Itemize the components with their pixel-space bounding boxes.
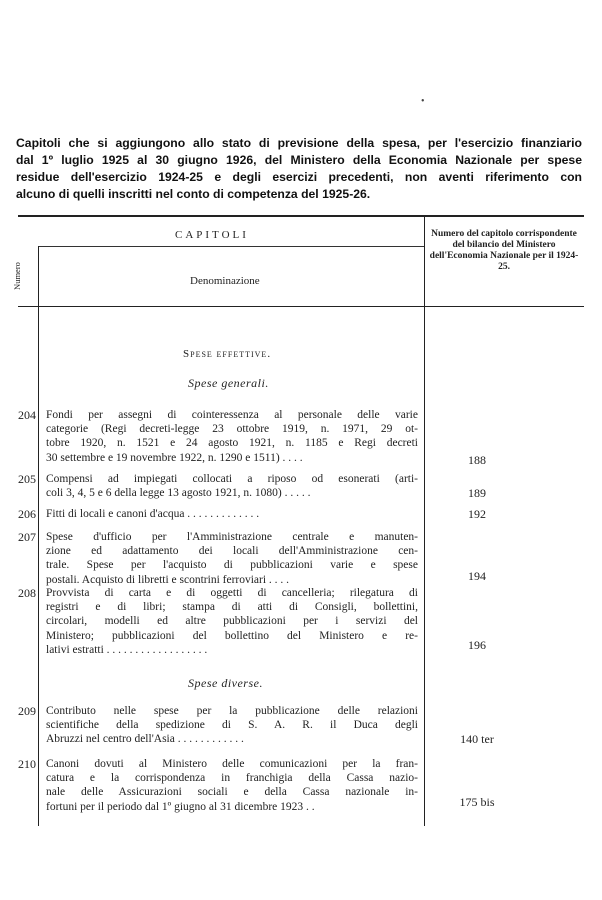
section-spese-diverse: Spese diverse. [188,676,263,690]
decorative-dot: • [421,96,425,107]
row-line: trale. Spese per l'acquisto di pubblicazioni varie e spese [46,559,418,572]
header-capitoli: CAPITOLI [175,229,249,241]
title-line: Capitoli che si aggiungono allo stato di previsione della spesa, per l'esercizio finanziario [16,136,582,150]
row-line: lativi estratti . . . . . . . . . . . . . . . . . . [46,643,208,656]
row-ref: 140 ter [460,732,494,746]
row-ref: 192 [468,507,486,521]
row-number: 204 [18,408,36,422]
row-number: 206 [18,507,36,521]
row-line: zione ed adattamento dei locali dell'Amministrazione cen- [46,545,418,558]
row-line: circolari, modelli ed altre pubblicazioni per i servizi del [46,615,418,628]
row-number: 208 [18,586,36,600]
column-rule-right [424,216,425,826]
header-ref-column: Numero del capitolo corrispondente del bilancio del Ministero dell'Economia Nazionale per il 1924-25. [429,229,579,272]
row-line: Provvista di carta e di oggetti di cancelleria; rilegatura di [46,587,418,599]
table-top-rule-2 [18,216,584,217]
row-number: 205 [18,472,36,486]
capitoli-subrule [38,246,424,247]
header-denominazione: Denominazione [190,275,260,287]
row-ref: 189 [468,486,486,500]
title-line: dal 1º luglio 1925 al 30 giugno 1926, del Ministero della Economia Nazionale per spese [16,153,582,167]
title-line: alcuno di quelli inscritti nel conto di competenza del 1925-26. [16,187,371,201]
row-line: categorie (Regi decreti-legge 23 ottobre 1919, n. 1971, 29 ot- [46,423,418,436]
row-line: scientifiche della spedizione di S. A. R. il Duca degli [46,719,418,732]
row-description [46,757,418,814]
header-bottom-rule [18,306,584,307]
column-rule-left [38,246,39,826]
row-ref: 196 [468,638,486,652]
row-ref: 194 [468,569,486,583]
row-line: catura e la corrispondenza in franchigia della Cassa nazio- [46,772,418,785]
row-description [46,408,418,465]
row-line: fortuni per il periodo dal 1º giugno al 31 dicembre 1923 . . [46,800,315,813]
row-line: Fondi per assegni di cointeressenza al personale delle varie [46,409,418,421]
row-line: postali. Acquisto di libretti e scontrini ferroviari . . . . [46,573,290,586]
row-line: nale delle Assicurazioni sociali e della Cassa nazionale in- [46,786,418,799]
header-numero: Numero [12,262,22,290]
row-ref: 188 [468,453,486,467]
row-description [46,507,418,521]
row-line: Canoni dovuti al Ministero delle comunicazioni per la fran- [46,758,418,770]
title-line: residue dell'esercizio 1924-25 e degli esercizi precedenti, non aventi riferimento con [16,170,582,184]
row-line: Ministero; pubblicazioni del bollettino del Ministero e re- [46,629,418,642]
row-line: Compensi ad impiegati collocati a riposo od esonerati (arti- [46,473,418,485]
row-description [46,472,418,500]
row-ref: 175 bis [459,795,495,809]
row-line: registri e di libri; stampa di atti di Consigli, bollettini, [46,601,418,614]
row-line: Fitti di locali e canoni d'acqua . . . . . . . . . . . . . [46,508,260,520]
row-number: 207 [18,530,36,544]
row-line: coli 3, 4, 5 e 6 della legge 13 agosto 1921, n. 1080) . . . . . [46,487,311,500]
row-line: Contributo nelle spese per la pubblicazione delle relazioni [46,705,418,717]
row-line: Spese d'ufficio per l'Amministrazione centrale e manuten- [46,531,418,543]
row-line: 30 settembre e 19 novembre 1922, n. 1290 e 1511) . . . . [46,451,303,464]
row-description [46,586,418,657]
row-number: 210 [18,757,36,771]
row-description [46,704,418,747]
row-line: Abruzzi nel centro dell'Asia . . . . . . . . . . . . [46,733,244,746]
section-spese-generali: Spese generali. [188,376,269,390]
row-line: tobre 1920, n. 1521 e 24 agosto 1921, n. 1185 e Regi decreti [46,437,418,450]
document-title [16,135,582,203]
row-description [46,530,418,587]
section-spese-effettive: Spese effettive. [183,348,272,360]
row-number: 209 [18,704,36,718]
